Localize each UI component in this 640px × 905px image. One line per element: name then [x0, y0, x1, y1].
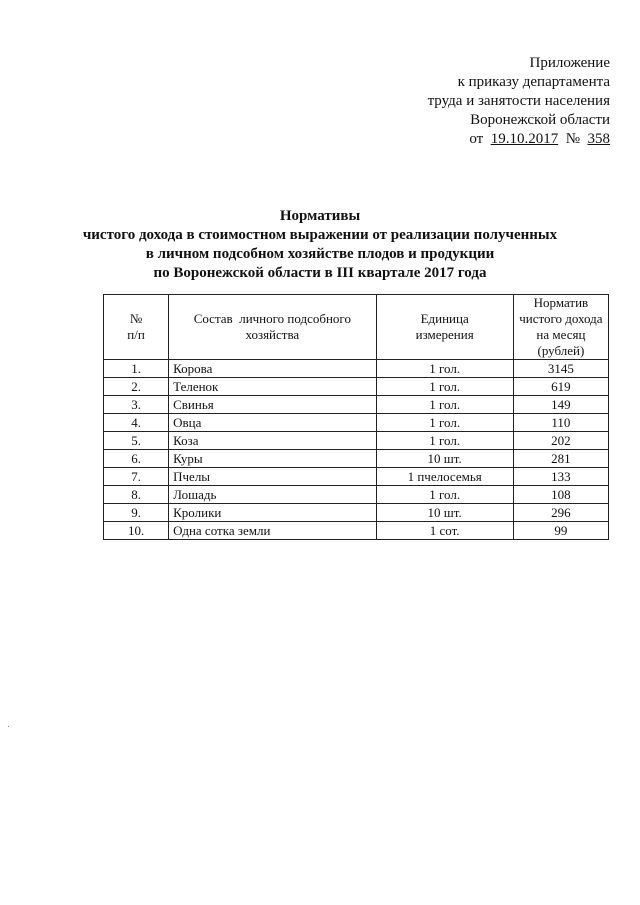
- title-line-3: в личном подсобном хозяйстве плодов и продукции: [145, 246, 495, 262]
- row-number: 3.: [104, 396, 169, 414]
- row-number: 7.: [104, 468, 169, 486]
- title-line-4: по Воронежской области в III квартале 2017 года: [153, 265, 487, 281]
- row-value: 296: [513, 504, 608, 522]
- appendix-department: труда и занятости населения: [427, 93, 610, 109]
- row-unit: 1 гол.: [376, 360, 513, 378]
- row-name: Корова: [169, 360, 376, 378]
- header-number-line-2: п/п: [127, 327, 145, 342]
- row-name: Куры: [169, 450, 376, 468]
- appendix-order-ref: к приказу департамента: [457, 74, 610, 90]
- row-value: 202: [513, 432, 608, 450]
- row-name: Одна сотка земли: [169, 522, 376, 540]
- row-unit: 10 шт.: [376, 450, 513, 468]
- row-number: 5.: [104, 432, 169, 450]
- row-name: Пчелы: [169, 468, 376, 486]
- row-name: Свинья: [169, 396, 376, 414]
- row-name: Кролики: [169, 504, 376, 522]
- table-row: [104, 522, 609, 540]
- row-unit: 1 гол.: [376, 378, 513, 396]
- row-unit: 1 гол.: [376, 396, 513, 414]
- row-unit: 1 гол.: [376, 414, 513, 432]
- table-row: [104, 360, 609, 378]
- table-row: [104, 504, 609, 522]
- title-line-2: чистого дохода в стоимостном выражении от реализации полученных: [82, 227, 558, 243]
- table-row: [104, 432, 609, 450]
- row-name: Овца: [169, 414, 376, 432]
- document-title: [0, 207, 640, 283]
- header-unit-line-1: Единица: [420, 311, 469, 326]
- row-name: Лошадь: [169, 486, 376, 504]
- header-norm-line-2: чистого дохода: [519, 311, 603, 326]
- row-value: 619: [513, 378, 608, 396]
- header-unit: [376, 295, 513, 360]
- row-value: 108: [513, 486, 608, 504]
- row-number: 1.: [104, 360, 169, 378]
- row-value: 110: [513, 414, 608, 432]
- header-composition-line-2: хозяйства: [245, 327, 300, 342]
- row-value: 281: [513, 450, 608, 468]
- header-number-line-1: №: [129, 311, 143, 326]
- header-norm-line-1: Норматив: [533, 295, 589, 310]
- order-date: 19.10.2017: [490, 131, 559, 147]
- header-unit-line-2: измерения: [415, 327, 474, 342]
- row-number: 9.: [104, 504, 169, 522]
- scan-artifact: [8, 726, 9, 727]
- norms-table: [103, 294, 609, 540]
- header-number: [104, 295, 169, 360]
- appendix-title: Приложение: [529, 55, 610, 71]
- table-row: [104, 468, 609, 486]
- row-value: 99: [513, 522, 608, 540]
- appendix-header: [428, 54, 610, 149]
- row-unit: 1 сот.: [376, 522, 513, 540]
- header-composition: [169, 295, 376, 360]
- table-row: [104, 486, 609, 504]
- header-norm: [513, 295, 608, 360]
- header-norm-line-3: на месяц: [536, 327, 586, 342]
- row-unit: 1 гол.: [376, 486, 513, 504]
- header-norm-line-4: (рублей): [537, 343, 585, 358]
- table-header-row: [104, 295, 609, 360]
- row-name: Коза: [169, 432, 376, 450]
- row-unit: 10 шт.: [376, 504, 513, 522]
- appendix-date-line: [428, 130, 610, 149]
- row-name: Теленок: [169, 378, 376, 396]
- row-number: 6.: [104, 450, 169, 468]
- order-number: 358: [587, 131, 610, 147]
- row-value: 3145: [513, 360, 608, 378]
- table-row: [104, 450, 609, 468]
- row-number: 10.: [104, 522, 169, 540]
- table-row: [104, 378, 609, 396]
- date-prefix: от: [469, 131, 484, 147]
- header-composition-line-1: Состав личного подсобного: [193, 311, 351, 326]
- row-number: 4.: [104, 414, 169, 432]
- table-row: [104, 396, 609, 414]
- row-unit: 1 пчелосемья: [376, 468, 513, 486]
- number-sign: №: [565, 131, 580, 147]
- title-line-1: Нормативы: [279, 208, 361, 224]
- row-number: 8.: [104, 486, 169, 504]
- row-number: 2.: [104, 378, 169, 396]
- row-value: 133: [513, 468, 608, 486]
- table-row: [104, 414, 609, 432]
- row-unit: 1 гол.: [376, 432, 513, 450]
- appendix-region: Воронежской области: [470, 112, 610, 128]
- row-value: 149: [513, 396, 608, 414]
